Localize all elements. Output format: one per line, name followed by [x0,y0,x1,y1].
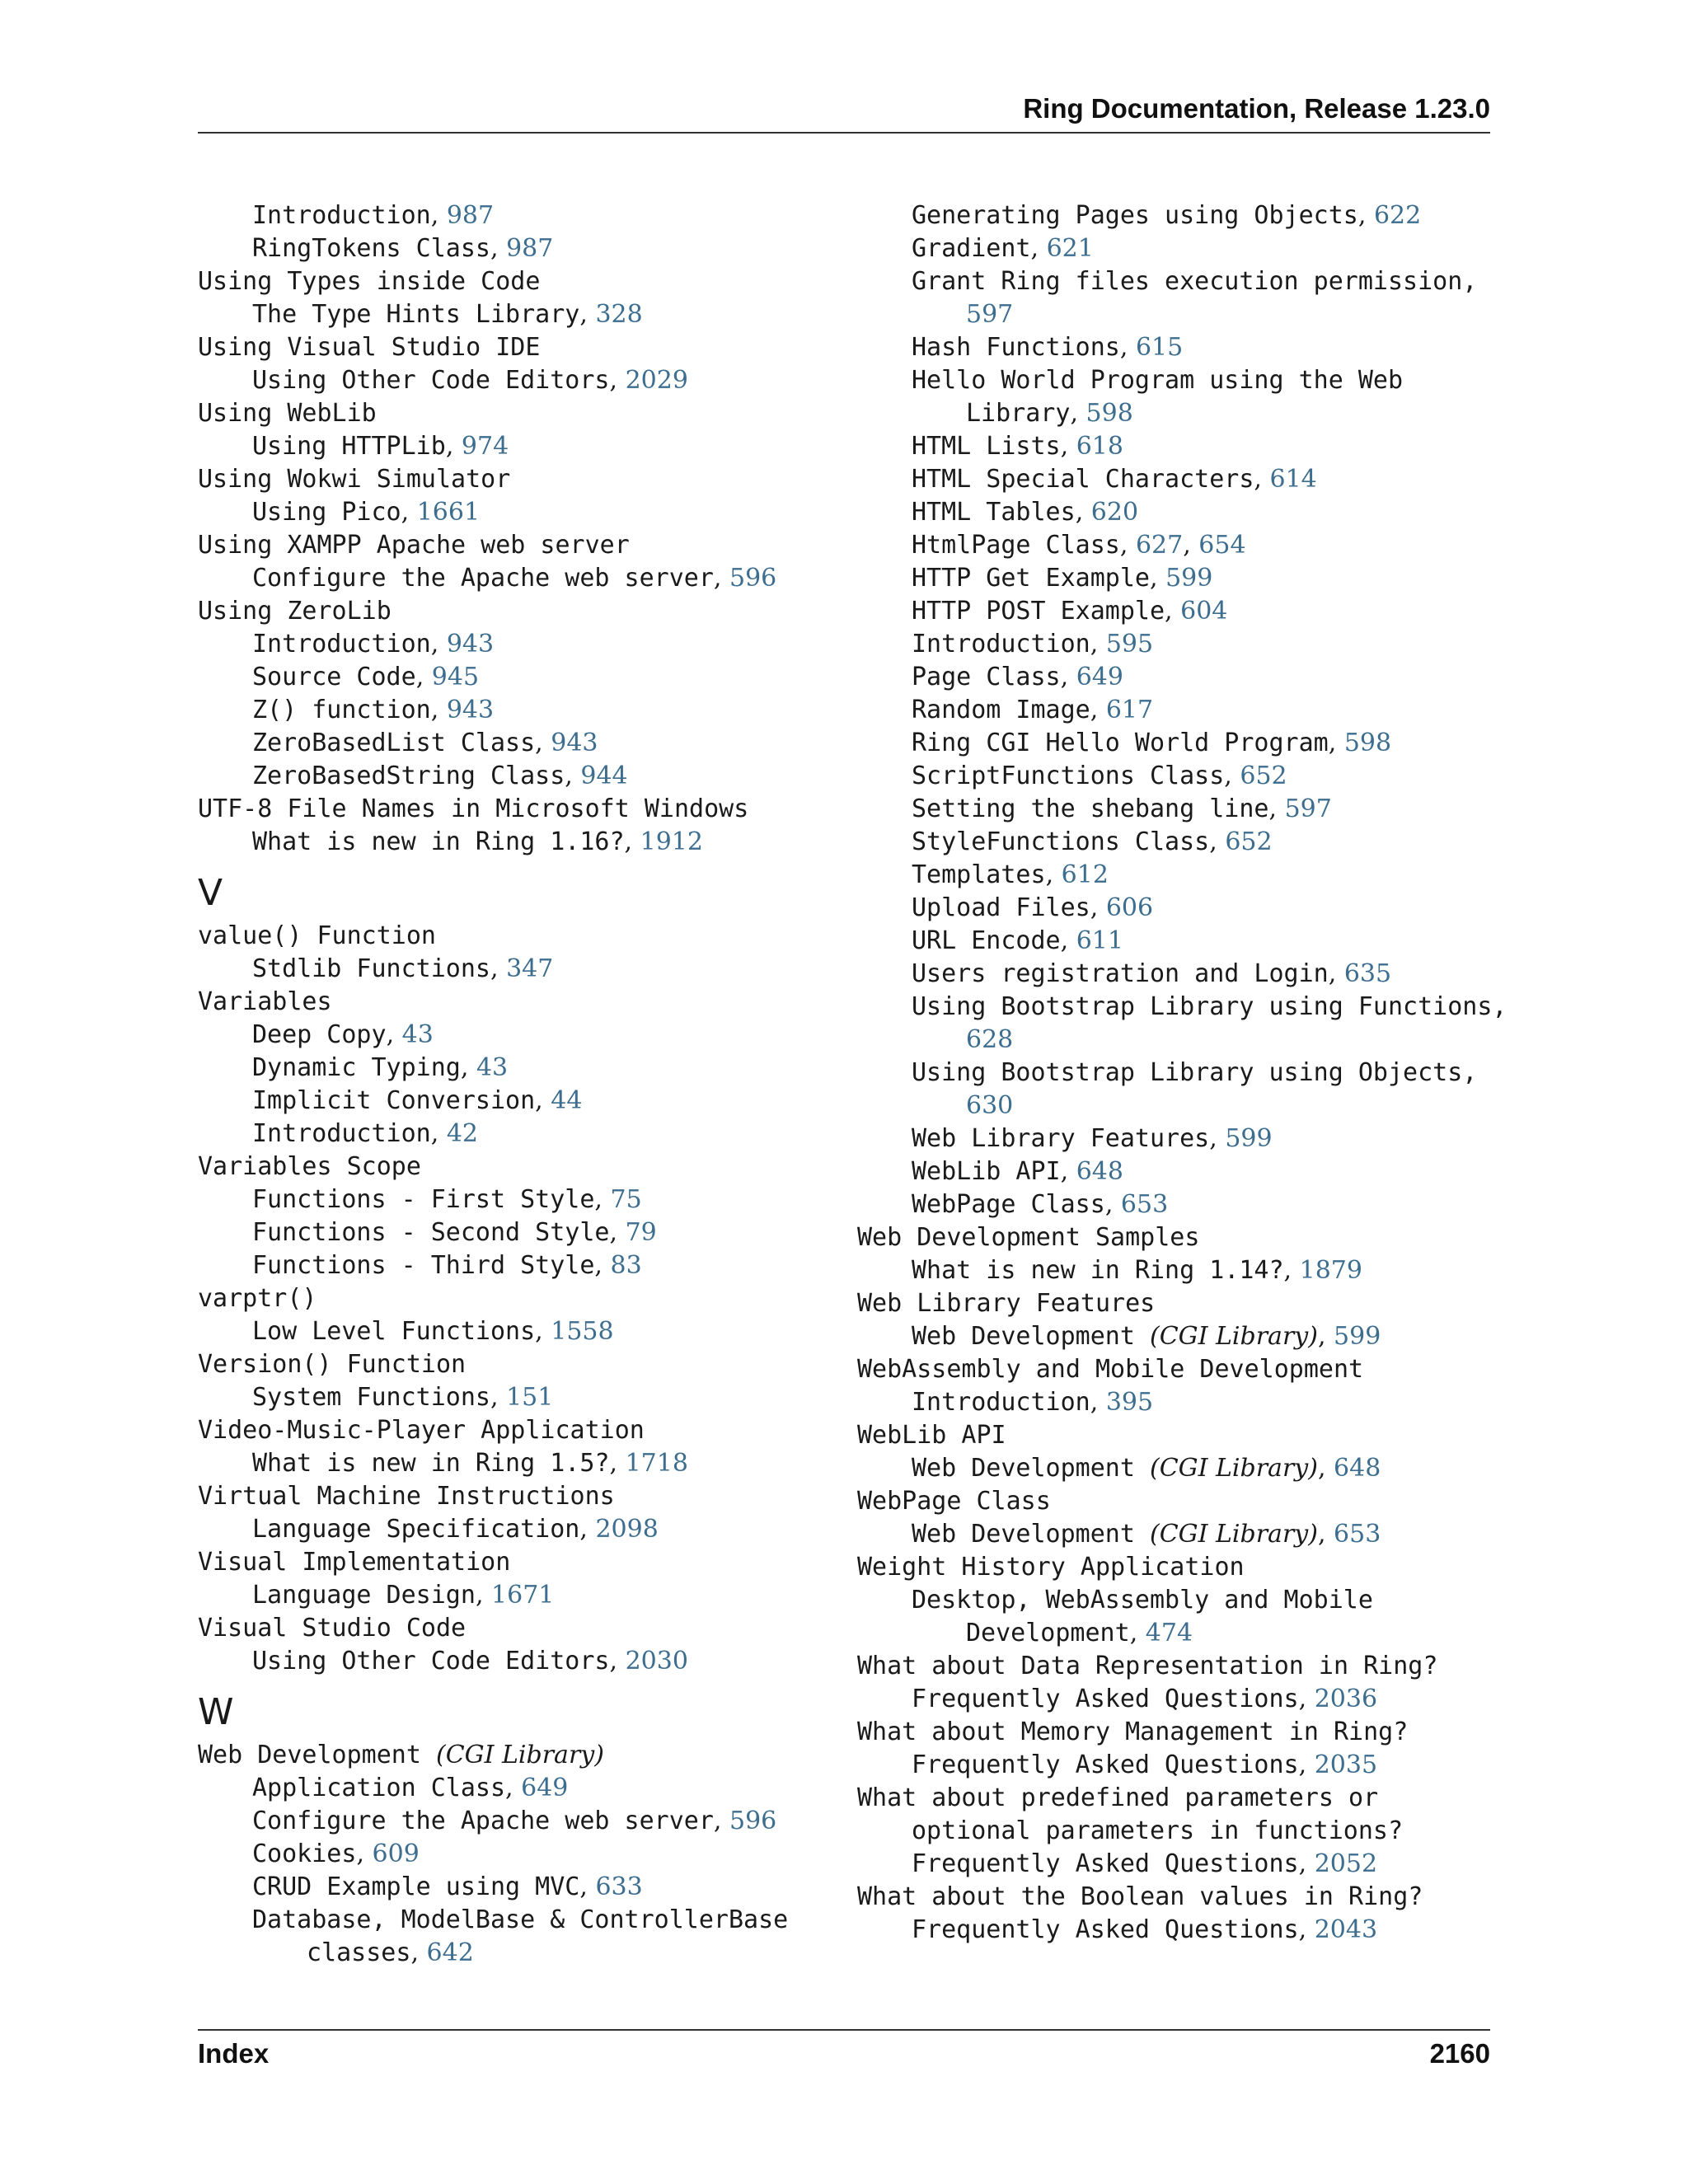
index-entry [198,1414,824,1447]
entry-term: Functions - First Style [252,1185,595,1214]
index-subentry: Generating Pages using Objects, 622 [912,201,1422,230]
page-reference-link[interactable]: 633 [595,1872,643,1901]
page-reference-link[interactable]: 974 [461,432,509,461]
page-reference-link[interactable]: 622 [1373,201,1422,230]
entry-term: HtmlPage Class [912,531,1120,560]
entry-term: Implicit Conversion [252,1086,536,1115]
entry-term: Users registration and Login [912,959,1329,988]
page-reference-link[interactable]: 395 [1105,1388,1154,1417]
index-entry [857,1485,1500,1518]
page-reference-link[interactable]: 627 [1135,531,1184,560]
entry-term: Frequently Asked Questions [912,1915,1299,1944]
index-entry [857,1419,1500,1452]
entry-term: varptr() [198,1284,317,1313]
page-reference-link[interactable]: 599 [1225,1124,1273,1153]
entry-term: Setting the shebang line [912,794,1269,823]
page-reference-link[interactable]: 617 [1105,696,1154,724]
page-reference-link[interactable]: 598 [1343,729,1392,757]
index-entry [198,986,824,1019]
index-entry [857,1551,1500,1584]
page-reference-link[interactable]: 649 [521,1774,569,1802]
entry-term: Using Visual Studio IDE [198,333,541,362]
entry-continuation [857,1815,1500,1848]
page-reference-link[interactable]: 1879 [1299,1256,1362,1285]
page-reference-link[interactable]: 611 [1076,926,1123,955]
index-subentry: Low Level Functions, 1558 [252,1317,614,1346]
entry-term: ZeroBasedList Class [252,729,536,757]
index-letter-heading: W [198,1691,234,1733]
index-subentry: What is new in Ring 1.14?, 1879 [912,1256,1362,1285]
entry-term: Gradient [912,234,1031,263]
index-subentry: ZeroBasedList Class, 943 [252,729,598,757]
entry-term: Frequently Asked Questions [912,1685,1299,1713]
page-reference-link[interactable]: 1558 [551,1317,614,1346]
entry-term: WebPage Class [912,1190,1105,1219]
page-reference-link[interactable]: 44 [551,1086,583,1115]
page-reference-link[interactable]: 648 [1334,1454,1381,1483]
page-reference-link[interactable]: 1718 [625,1449,688,1478]
entry-term: Configure the Apache web server [252,564,714,593]
index-subentry: HTTP POST Example, 604 [912,597,1228,626]
entry-term: ScriptFunctions Class [912,762,1225,790]
page-reference-link[interactable]: 943 [551,729,598,757]
entry-term: Desktop, WebAssembly and Mobile [912,1586,1373,1615]
page-reference-link[interactable]: 2098 [595,1515,659,1544]
page-reference-link[interactable]: 2035 [1314,1750,1378,1779]
entry-term: Introduction [912,630,1090,658]
page-reference-link[interactable]: 648 [1076,1157,1123,1186]
page-reference-link[interactable]: 43 [476,1053,509,1082]
entry-term: Configure the Apache web server [252,1807,714,1835]
index-entry [198,920,824,953]
entry-term: Using WebLib [198,399,377,428]
index-subentry: The Type Hints Library, 328 [252,300,643,329]
index-subentry: Language Specification, 2098 [252,1515,659,1544]
entry-term: Z() function [252,696,431,724]
index-subentry: Functions - Third Style, 83 [252,1251,642,1280]
index-subentry: Configure the Apache web server, 596 [252,1807,777,1835]
index-entry [198,1282,824,1315]
entry-term: WebLib API [857,1421,1006,1450]
index-subentry: Frequently Asked Questions, 2052 [912,1849,1378,1878]
index-subentry: Setting the shebang line, 597 [912,794,1332,823]
entry-term: Grant Ring files execution permission, [912,267,1478,296]
entry-continuation: classes, 642 [307,1938,474,1967]
index-subentry: Implicit Conversion, 44 [252,1086,583,1115]
index-column-right [857,199,1507,1947]
index-entry [857,1221,1500,1254]
entry-term: Ring CGI Hello World Program [912,729,1329,757]
index-subentry: Configure the Apache web server, 596 [252,564,777,593]
entry-term: Database, ModelBase & ControllerBase [252,1905,789,1934]
page-reference-link[interactable]: 649 [1076,663,1123,691]
entry-term: Using Bootstrap Library using Objects, [912,1058,1478,1087]
entry-term: StyleFunctions Class [912,827,1210,856]
index-entry [198,595,824,628]
page-reference-link[interactable]: 653 [1334,1520,1381,1549]
page-reference-link[interactable]: 987 [446,201,495,230]
entry-term: Library [966,399,1071,428]
index-entry [198,331,824,364]
entry-term: optional parameters in functions? [912,1816,1404,1845]
index-column-left [198,199,824,1970]
index-subentry: System Functions, 151 [252,1383,554,1412]
entry-term: Using Types inside Code [198,267,541,296]
index-subentry: Introduction, 943 [252,630,495,658]
index-subentry: CRUD Example using MVC, 633 [252,1872,643,1901]
entry-term: Upload Files [912,893,1090,922]
page-reference-link[interactable]: 599 [1165,564,1213,593]
index-entry [198,265,824,298]
page-reference-link[interactable]: 1912 [640,827,703,856]
entry-term: Hash Functions [912,333,1120,362]
entry-term: Introduction [252,1119,431,1148]
entry-term: CRUD Example using MVC [252,1872,580,1901]
index-entry [198,1612,824,1645]
entry-term: What is new in Ring 1.16? [252,827,625,856]
entry-term: RingTokens Class [252,234,490,263]
index-entry [857,1782,1500,1848]
entry-qualifier: (CGI Library) [1149,1322,1318,1351]
document-title: Ring Documentation, Release 1.23.0 [1023,93,1490,124]
page-reference-link[interactable]: 2043 [1314,1915,1378,1944]
index-subentry: URL Encode, 611 [912,926,1123,955]
entry-term: Web Development [912,1322,1150,1351]
index-entry [857,1650,1500,1683]
entry-term: HTML Tables [912,498,1076,527]
entry-term: What about the Boolean values in Ring? [857,1882,1423,1911]
index-subentry: WebPage Class, 653 [912,1190,1169,1219]
index-subentry: Functions - Second Style, 79 [252,1218,657,1247]
entry-term: Application Class [252,1774,506,1802]
entry-term: Web Development [912,1520,1150,1549]
page-reference-link[interactable]: 347 [506,954,554,983]
entry-term: What about Data Representation in Ring? [857,1652,1438,1680]
index-entry [198,529,824,562]
page-reference-link[interactable]: 614 [1269,465,1317,494]
entry-term: WebLib API [912,1157,1061,1186]
index-subentry: HTML Special Characters, 614 [912,465,1317,494]
index-subentry: Web Library Features, 599 [912,1124,1273,1153]
page-reference-link[interactable]: 628 [966,1025,1014,1054]
entry-term: What is new in Ring 1.5? [252,1449,610,1478]
entry-term: Variables [198,987,332,1016]
page-reference-link[interactable]: 612 [1061,860,1109,889]
entry-term: What about predefined parameters or [857,1783,1379,1812]
page-reference-link[interactable]: 2030 [625,1647,688,1675]
entry-term: Weight History Application [857,1553,1245,1582]
entry-term: Low Level Functions [252,1317,536,1346]
index-subentry: Using Other Code Editors, 2030 [252,1647,688,1675]
entry-continuation: Library, 598 [966,399,1133,428]
entry-term: Stdlib Functions [252,954,490,983]
page-reference-link[interactable]: 618 [1076,432,1123,461]
page-reference-link[interactable]: 945 [431,663,480,691]
entry-continuation: Development, 474 [966,1619,1193,1647]
entry-term: Cookies [252,1840,357,1868]
index-subentry [857,1057,1500,1122]
entry-term: Using Bootstrap Library using Functions, [912,992,1507,1021]
page-reference-link[interactable]: 42 [446,1119,479,1148]
page-reference-link[interactable]: 597 [1284,794,1332,823]
page-reference-link[interactable]: 597 [966,300,1014,329]
entry-continuation [912,298,1500,331]
entry-term: UTF-8 File Names in Microsoft Windows [198,794,749,823]
page-reference-link[interactable]: 943 [446,630,495,658]
entry-term: URL Encode [912,926,1061,955]
page-reference-link[interactable]: 1661 [416,498,481,527]
page-reference-link[interactable]: 653 [1120,1190,1169,1219]
running-header [198,92,1490,134]
page-reference-link[interactable]: 621 [1046,234,1094,263]
page-reference-link[interactable]: 596 [729,564,777,593]
page-reference-link[interactable]: 599 [1334,1322,1381,1351]
entry-term: Templates [912,860,1046,889]
entry-term: Video-Music-Player Application [198,1416,645,1445]
index-subentry: Web Development (CGI Library), 653 [912,1520,1381,1549]
index-subentry: Z() function, 943 [252,696,495,724]
index-subentry: Stdlib Functions, 347 [252,954,554,983]
page-reference-link[interactable]: 615 [1135,333,1184,362]
page-reference-link[interactable]: 944 [580,762,628,790]
index-subentry: Source Code, 945 [252,663,480,691]
page-reference-link[interactable]: 1671 [491,1581,555,1610]
index-subentry: Introduction, 42 [252,1119,479,1148]
index-subentry: WebLib API, 648 [912,1157,1123,1186]
index-subentry: What is new in Ring 1.5?, 1718 [252,1449,688,1478]
entry-term: Source Code [252,663,416,691]
index-entry [857,1353,1500,1386]
page-reference-link[interactable]: 943 [446,696,495,724]
entry-term: Using Other Code Editors [252,366,610,395]
page-reference-link[interactable]: 652 [1240,762,1287,790]
index-entry [198,397,824,430]
entry-term: Dynamic Typing [252,1053,461,1082]
page-reference-link[interactable]: 43 [401,1020,434,1049]
page-reference-link[interactable]: 609 [372,1840,420,1868]
page-reference-link[interactable]: 75 [610,1185,642,1214]
index-entry [198,793,824,826]
page-reference-link[interactable]: 642 [426,1938,474,1967]
index-subentry: Language Design, 1671 [252,1581,555,1610]
entry-qualifier: (CGI Library) [1149,1454,1318,1483]
index-entry [857,1287,1500,1320]
entry-term: ZeroBasedString Class [252,762,565,790]
index-subentry: Upload Files, 606 [912,893,1154,922]
entry-term: What is new in Ring 1.14? [912,1256,1284,1285]
index-subentry: HtmlPage Class, 627, 654 [912,531,1246,560]
index-subentry: Users registration and Login, 635 [912,959,1392,988]
index-subentry: Introduction, 595 [912,630,1154,658]
entry-term: HTML Lists [912,432,1061,461]
index-subentry: Gradient, 621 [912,234,1094,263]
entry-term: Deep Copy [252,1020,387,1049]
index-subentry: Frequently Asked Questions, 2043 [912,1915,1378,1944]
entry-term: Introduction [252,630,431,658]
index-subentry: Page Class, 649 [912,663,1123,691]
entry-term: Random Image [912,696,1090,724]
entry-term: Using Pico [252,498,401,527]
index-entry [857,1881,1500,1914]
entry-term: WebAssembly and Mobile Development [857,1355,1364,1384]
index-entry [198,1739,824,1772]
page-reference-link[interactable]: 635 [1343,959,1392,988]
index-subentry [857,1584,1500,1650]
entry-term: The Type Hints Library [252,300,580,329]
entry-term: Functions - Third Style [252,1251,595,1280]
index-subentry: Functions - First Style, 75 [252,1185,642,1214]
entry-term: Language Design [252,1581,476,1610]
page-reference-link[interactable]: 83 [610,1251,642,1280]
index-subentry: Templates, 612 [912,860,1109,889]
entry-term: Functions - Second Style [252,1218,610,1247]
page-reference-link[interactable]: 604 [1180,597,1228,626]
entry-term: Generating Pages using Objects [912,201,1358,230]
page-reference-link[interactable]: 652 [1225,827,1273,856]
entry-term: Using XAMPP Apache web server [198,531,630,560]
index-entry [198,1546,824,1579]
entry-term: Using Other Code Editors [252,1647,610,1675]
page-reference-link[interactable]: 151 [506,1383,554,1412]
index-subentry [857,265,1500,331]
entry-term: HTML Special Characters [912,465,1254,494]
entry-term: Web Development [912,1454,1150,1483]
entry-term: Frequently Asked Questions [912,1750,1299,1779]
index-subentry: Ring CGI Hello World Program, 598 [912,729,1392,757]
page-reference-link[interactable]: 987 [506,234,554,263]
entry-term: Using HTTPLib [252,432,446,461]
entry-term: classes [307,1938,411,1967]
index-subentry: Hash Functions, 615 [912,333,1184,362]
index-subentry: Using Pico, 1661 [252,498,481,527]
entry-term: Introduction [912,1388,1090,1417]
entry-term: Language Specification [252,1515,580,1544]
index-subentry: HTML Lists, 618 [912,432,1123,461]
entry-term: Version() Function [198,1350,467,1379]
page-number: 2160 [1429,2038,1490,2069]
page-reference-link[interactable]: 79 [625,1218,657,1247]
entry-term: Visual Implementation [198,1548,511,1577]
index-letter-heading: V [198,872,223,914]
index-subentry: Application Class, 649 [252,1774,569,1802]
entry-term: Visual Studio Code [198,1614,467,1643]
index-subentry: Introduction, 987 [252,201,495,230]
index-subentry: ScriptFunctions Class, 652 [912,762,1287,790]
index-subentry: Web Development (CGI Library), 648 [912,1454,1381,1483]
page-reference-link[interactable]: 2052 [1314,1849,1378,1878]
page-reference-link[interactable]: 596 [729,1807,777,1835]
index-subentry: Using Other Code Editors, 2029 [252,366,688,395]
index-subentry: Using HTTPLib, 974 [252,432,509,461]
entry-qualifier: (CGI Library) [435,1741,604,1769]
entry-term: Hello World Program using the Web [912,366,1404,395]
index-subentry: Frequently Asked Questions, 2035 [912,1750,1378,1779]
page-reference-link[interactable]: 620 [1090,498,1139,527]
entry-term: Using Wokwi Simulator [198,465,511,494]
entry-term: Virtual Machine Instructions [198,1482,615,1511]
running-footer [198,2029,1490,2072]
index-subentry: Dynamic Typing, 43 [252,1053,509,1082]
index-subentry: RingTokens Class, 987 [252,234,554,263]
entry-term: Web Development [198,1741,436,1769]
page-reference-link[interactable]: 2029 [625,366,688,395]
page-reference-link[interactable]: 2036 [1314,1685,1378,1713]
page-reference-link[interactable]: 606 [1105,893,1154,922]
index-entry [857,1716,1500,1749]
index-entry [198,463,824,496]
index-subentry: Introduction, 395 [912,1388,1154,1417]
page-reference-link[interactable]: 654 [1198,531,1246,560]
page-reference-link[interactable]: 474 [1145,1619,1193,1647]
entry-qualifier: (CGI Library) [1149,1520,1318,1549]
index-entry [198,1480,824,1513]
entry-term: Development [966,1619,1130,1647]
page-reference-link[interactable]: 328 [595,300,643,329]
entry-term: Web Library Features [857,1289,1156,1318]
entry-term: Using ZeroLib [198,597,392,626]
index-entry [198,1151,824,1183]
entry-continuation [912,1024,1500,1057]
entry-term: value() Function [198,921,436,950]
index-subentry [198,1904,824,1970]
index-subentry [857,991,1507,1057]
entry-continuation [912,1090,1500,1122]
index-subentry: What is new in Ring 1.16?, 1912 [252,827,703,856]
page-reference-link[interactable]: 595 [1105,630,1154,658]
index-subentry: HTML Tables, 620 [912,498,1139,527]
entry-term: HTTP Get Example [912,564,1150,593]
index-entry [198,1348,824,1381]
footer-section: Index [198,2038,270,2069]
entry-term: Frequently Asked Questions [912,1849,1299,1878]
entry-term: What about Memory Management in Ring? [857,1718,1409,1746]
index-subentry: StyleFunctions Class, 652 [912,827,1273,856]
entry-term: HTTP POST Example [912,597,1165,626]
entry-term: System Functions [252,1383,490,1412]
page-reference-link[interactable]: 598 [1085,399,1133,428]
index-subentry: HTTP Get Example, 599 [912,564,1213,593]
entry-term: Web Library Features [912,1124,1210,1153]
index-subentry: Frequently Asked Questions, 2036 [912,1685,1378,1713]
entry-term: WebPage Class [857,1487,1051,1516]
index-subentry: Web Development (CGI Library), 599 [912,1322,1381,1351]
index-subentry: Deep Copy, 43 [252,1020,434,1049]
index-subentry: ZeroBasedString Class, 944 [252,762,628,790]
index-subentry: Random Image, 617 [912,696,1154,724]
entry-term: Variables Scope [198,1152,421,1181]
page-reference-link[interactable]: 630 [966,1091,1014,1120]
entry-term: Introduction [252,201,431,230]
index-subentry: Cookies, 609 [252,1840,420,1868]
entry-term: Page Class [912,663,1061,691]
entry-term: Web Development Samples [857,1223,1200,1252]
index-subentry [857,364,1500,430]
